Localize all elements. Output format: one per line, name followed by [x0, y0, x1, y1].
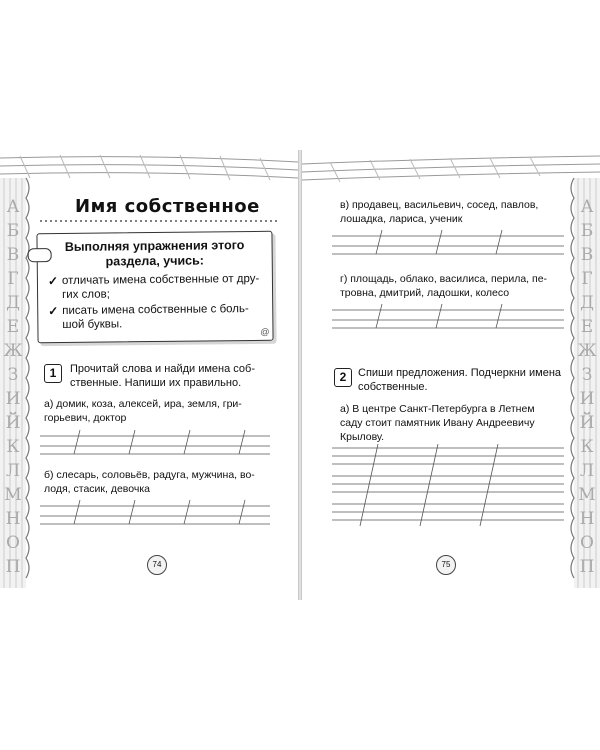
task-number: 2 — [334, 368, 352, 387]
writing-lines — [40, 498, 270, 528]
task-title-line: Спиши предложения. Подчеркни имена — [358, 367, 562, 379]
margin-letter: Ж — [3, 341, 23, 361]
margin-letter: Н — [579, 509, 595, 529]
page-number: 75 — [436, 555, 456, 575]
margin-letter: О — [580, 533, 594, 553]
margin-letter: О — [6, 533, 20, 553]
task-item — [340, 272, 570, 300]
task-item — [340, 402, 570, 444]
margin-letter: П — [5, 557, 21, 577]
task-item — [44, 468, 280, 496]
margin-letter: В — [580, 245, 594, 265]
goal-item — [48, 302, 267, 332]
page-number: 74 — [147, 555, 167, 575]
margin-letter: Е — [580, 317, 594, 337]
margin-letter: Й — [5, 413, 21, 433]
task-item-line: горьевич, доктор — [44, 412, 127, 424]
writing-lines — [332, 228, 564, 258]
margin-letter: Ж — [577, 341, 597, 361]
task-item-line: лодя, стасик, девочка — [44, 483, 150, 495]
task-item-line: б) слесарь, соловьёв, радуга, мужчина, во- — [44, 469, 255, 481]
task-item — [44, 397, 280, 425]
margin-letter: З — [7, 365, 19, 385]
margin-letter: Д — [6, 293, 20, 313]
margin-letter: Д — [580, 293, 594, 313]
goal-text: гих слов; — [62, 288, 110, 301]
checkmark-icon: ✓ — [47, 274, 59, 289]
task-title — [358, 366, 568, 394]
task-title — [70, 362, 280, 390]
task-item-line: лошадка, лариса, ученик — [340, 213, 463, 225]
margin-letter: Г — [7, 269, 19, 289]
margin-letter: Г — [581, 269, 593, 289]
margin-letter: Л — [5, 461, 21, 481]
checkmark-icon: ✓ — [48, 304, 59, 319]
goal-text: писать имена собственные с боль- — [62, 303, 249, 317]
task-item-line: в) продавец, васильевич, сосед, павлов, — [340, 199, 539, 211]
writing-lines — [332, 302, 564, 332]
task-title-line: Прочитай слова и найди имена соб- — [70, 363, 255, 375]
writing-lines — [332, 444, 564, 530]
margin-letter: Й — [579, 413, 595, 433]
right-margin-letters — [576, 195, 598, 579]
goals-heading-line2: раздела, учись: — [105, 253, 204, 269]
margin-letter: М — [578, 485, 596, 505]
writing-lines — [40, 428, 270, 458]
task-item-line: Крылову. — [340, 431, 385, 443]
goal-text: отличать имена собственные от дру- — [61, 272, 260, 287]
task-item-line: а) В центре Санкт-Петербурга в Летнем — [340, 403, 535, 415]
margin-letter: В — [6, 245, 20, 265]
margin-letter: З — [581, 365, 593, 385]
goals-heading-line1: Выполняя упражнения этого — [64, 238, 245, 254]
margin-letter: Л — [579, 461, 595, 481]
goal-item — [47, 272, 267, 302]
margin-letter: И — [579, 389, 595, 409]
title-underline-dots — [40, 218, 280, 224]
margin-letter: К — [580, 437, 594, 457]
margin-letter: Б — [6, 221, 20, 241]
margin-letter: М — [4, 485, 22, 505]
margin-letter: Н — [5, 509, 21, 529]
margin-letter: К — [6, 437, 20, 457]
task-title-line: ственные. Напиши их правильно. — [70, 377, 242, 389]
goal-text: шой буквы. — [62, 318, 123, 331]
task-number: 1 — [44, 364, 62, 383]
at-icon: @ — [260, 326, 270, 337]
margin-letter: И — [5, 389, 21, 409]
margin-letter: А — [6, 197, 20, 217]
task-item-line: тровна, дмитрий, ладошки, колесо — [340, 287, 510, 299]
page-title: Имя собственное — [75, 196, 260, 217]
task-item-line: г) площадь, облако, василиса, перила, пе- — [340, 273, 548, 285]
margin-letter: Е — [6, 317, 20, 337]
margin-letter: П — [579, 557, 595, 577]
task-item — [340, 198, 570, 226]
left-margin-letters — [2, 195, 24, 579]
margin-letter: А — [580, 197, 594, 217]
goals-box — [36, 231, 273, 343]
margin-letter: Б — [580, 221, 594, 241]
task-title-line: собственные. — [358, 381, 428, 393]
task-item-line: а) домик, коза, алексей, ира, земля, гри- — [44, 398, 242, 410]
task-item-line: саду стоит памятник Ивану Андреевичу — [340, 417, 535, 429]
